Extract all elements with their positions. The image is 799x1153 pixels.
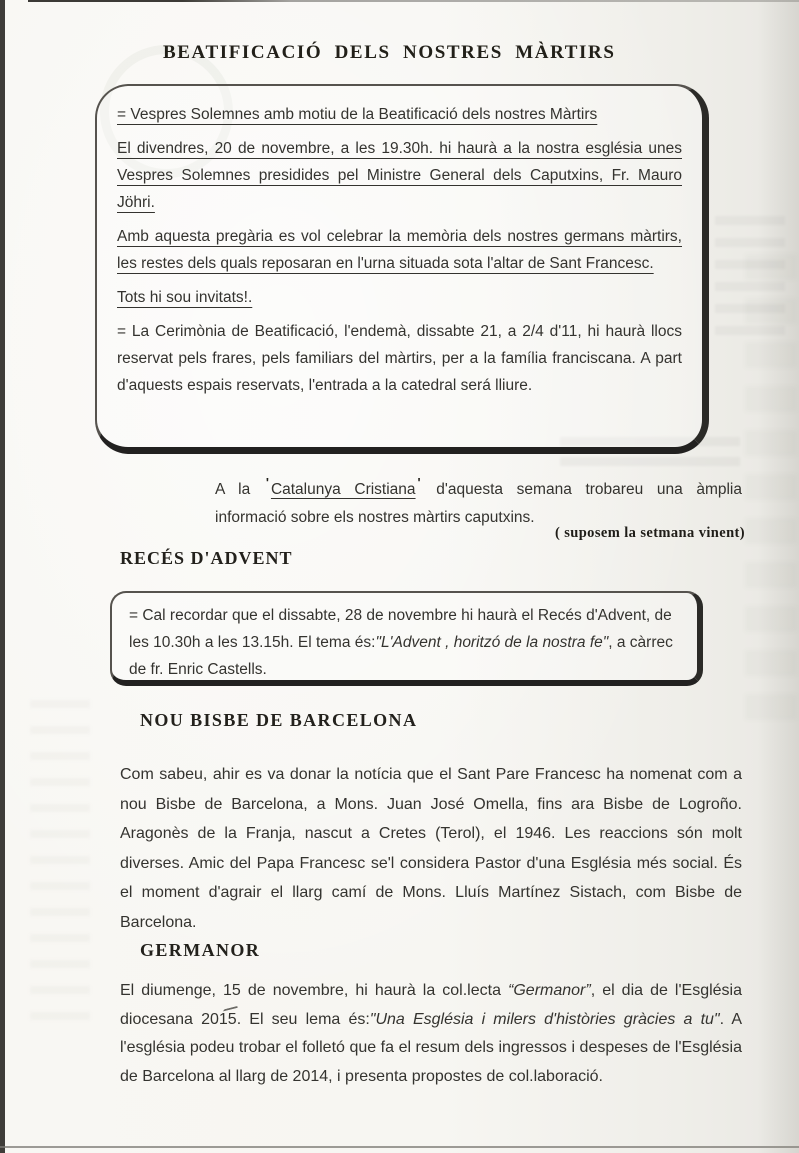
reces-advent-text xyxy=(129,602,681,683)
document-title: BEATIFICACIÓ DELS NOSTRES MÀRTIRS xyxy=(163,42,616,63)
text-segment: "L'Advent , horitzó de la nostra fe" xyxy=(375,634,609,651)
nou-bisbe-heading: NOU BISBE DE BARCELONA xyxy=(140,710,418,730)
germanor-heading: GERMANOR xyxy=(140,940,261,960)
vespres-solemnes-box xyxy=(95,84,709,454)
text-segment: , a càrrec de fr. Enric Castells. xyxy=(129,634,673,678)
text-segment: Catalunya Cristiana xyxy=(270,481,416,498)
vespres-paragraph-pregaria: Amb aquesta pregària es vol celebrar la memòria dels nostres germans màrtirs, les restes dels quals reposaran en l'urna situada sota l'altar de Sant Francesc. xyxy=(117,228,682,272)
text-segment: A la xyxy=(215,481,264,498)
vespres-paragraph-invitats: Tots hi sou invitats!. xyxy=(117,289,253,306)
catalunya-cristiana-note xyxy=(215,476,742,532)
vespres-paragraph-divendres: El divendres, 20 de novembre, a les 19.30h. hi haurà a la nostra església unes Vespres Solemnes presidides pel Ministre General dels Caputxins, Fr. Mauro Jöhri. xyxy=(117,140,682,211)
scan-edge-bottom xyxy=(0,1146,799,1148)
text-segment: El diumenge, 15 de novembre, hi haurà la col.lecta xyxy=(120,982,509,999)
scan-edge-top xyxy=(28,0,799,2)
text-segment: “Germanor” xyxy=(508,982,591,999)
text-segment: , el dia de l'Església diocesana 2015. El seu lema és: xyxy=(120,982,742,1028)
handwritten-aside-note: ( suposem la setmana vinent) xyxy=(554,525,745,541)
vespres-heading-line: = Vespres Solemnes amb motiu de la Beatificació dels nostres Màrtirs xyxy=(117,106,598,123)
text-segment: "Una Església i milers d'històries gràcies a tu" xyxy=(369,1010,720,1028)
bleed-through-noise xyxy=(30,690,90,1020)
text-segment: ' xyxy=(417,475,421,490)
bleed-through-noise xyxy=(715,215,785,335)
reces-advent-box xyxy=(110,591,703,686)
scan-edge-left xyxy=(0,0,5,1153)
text-segment: = Cal recordar que el dissabte, 28 de novembre hi haurà el Recés d'Advent, de les 10.30h a les 13.15h. El tema és: xyxy=(129,607,672,651)
text-segment: . A l'església podeu trobar el folletó que fa el resum dels ingressos i despeses de l'Església de Barcelona al llarg de 2014, i presenta propostes de col.laboració. xyxy=(120,1010,743,1085)
text-segment: ' xyxy=(265,475,269,490)
reces-advent-heading: RECÉS D'ADVENT xyxy=(120,548,293,568)
germanor-paragraph xyxy=(120,977,742,1091)
text-segment: d'aquesta semana trobareu una àmplia informació sobre els nostres màrtirs caputxins. xyxy=(215,481,742,526)
nou-bisbe-paragraph: Com sabeu, ahir es va donar la notícia que el Sant Pare Francesc ha nomenat com a nou Bisbe de Barcelona, a Mons. Juan José Omella, fins ara Bisbe de Logroño. Aragonès de la Franja, nascut a Cretes (Terol), el 1946. Les reaccions són molt diverses. Amic del Papa Francesc se'l considera Pastor d'una Església més social. És el moment d'agrair el llarg camí de Mons. Lluís Martínez Sistach, com Bisbe de Barcelona. xyxy=(120,766,742,931)
cerimonia-paragraph: = La Cerimònia de Beatificació, l'endemà, dissabte 21, a 2/4 d'11, hi haurà llocs reservat pels frares, pels familiars del màrtirs, per a la família franciscana. A part d'aquests espais reservats, l'entrada a la catedral será lliure. xyxy=(117,323,682,394)
